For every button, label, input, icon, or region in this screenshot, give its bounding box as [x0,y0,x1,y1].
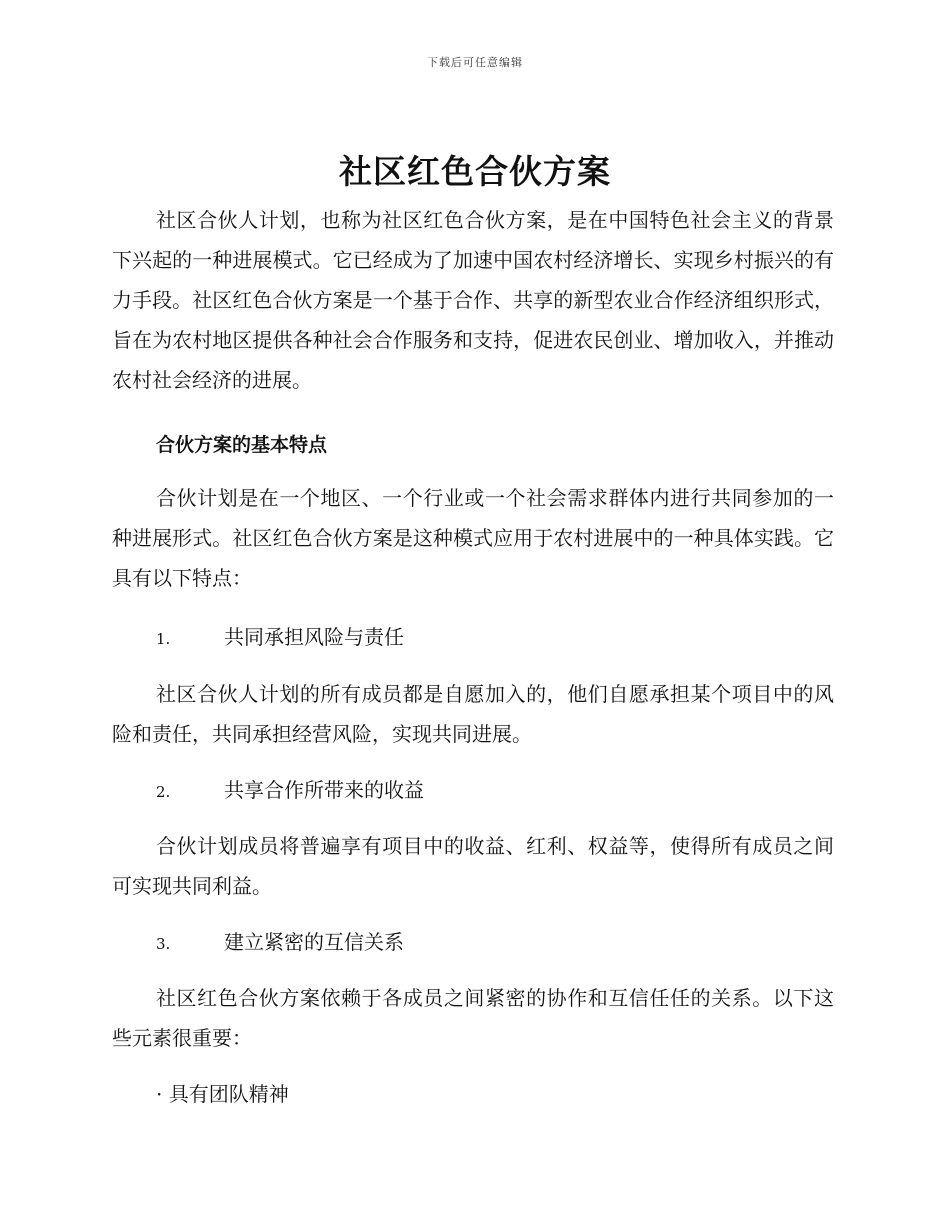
list-item [156,770,424,812]
list-number: 3. [156,935,171,953]
header-note: 下载后可任意编辑 [427,56,523,69]
document-title: 社区红色合伙方案 [339,152,611,191]
feature1-paragraph: 社区合伙人计划的所有成员都是自愿加入的，他们自愿承担某个项目中的风险和责任，共同承担经营风险，实现共同进展。 [112,682,834,746]
section-heading: 合伙方案的基本特点 [156,434,328,456]
bullet-item: · 具有团队精神 [156,1082,289,1106]
list-item [156,922,404,964]
list-item [156,617,404,659]
features-intro-paragraph: 合伙计划是在一个地区、一个行业或一个社会需求群体内进行共同参加的一种进展形式。社区红色合伙方案是这种模式应用于农村进展中的一种具体实践。它具有以下特点： [112,486,834,590]
list-item-text: 建立紧密的互信关系 [224,930,404,954]
intro-paragraph: 社区合伙人计划，也称为社区红色合伙方案，是在中国特色社会主义的背景下兴起的一种进展模式。它已经成为了加速中国农村经济增长、实现乡村振兴的有力手段。社区红色合伙方案是一个基于合作、共享的新型农业合作经济组织形式，旨在为农村地区提供各种社会合作服务和支持，促进农民创业、增加收入，并推动农村社会经济的进展。 [112,208,834,392]
list-number: 2. [156,783,171,801]
list-number: 1. [156,630,171,648]
list-item-text: 共享合作所带来的收益 [224,778,424,802]
list-item-text: 共同承担风险与责任 [224,625,404,649]
feature3-paragraph: 社区红色合伙方案依赖于各成员之间紧密的协作和互信任任的关系。以下这些元素很重要： [112,986,834,1050]
feature2-paragraph: 合伙计划成员将普遍享有项目中的收益、红利、权益等，使得所有成员之间可实现共同利益。 [112,834,834,898]
